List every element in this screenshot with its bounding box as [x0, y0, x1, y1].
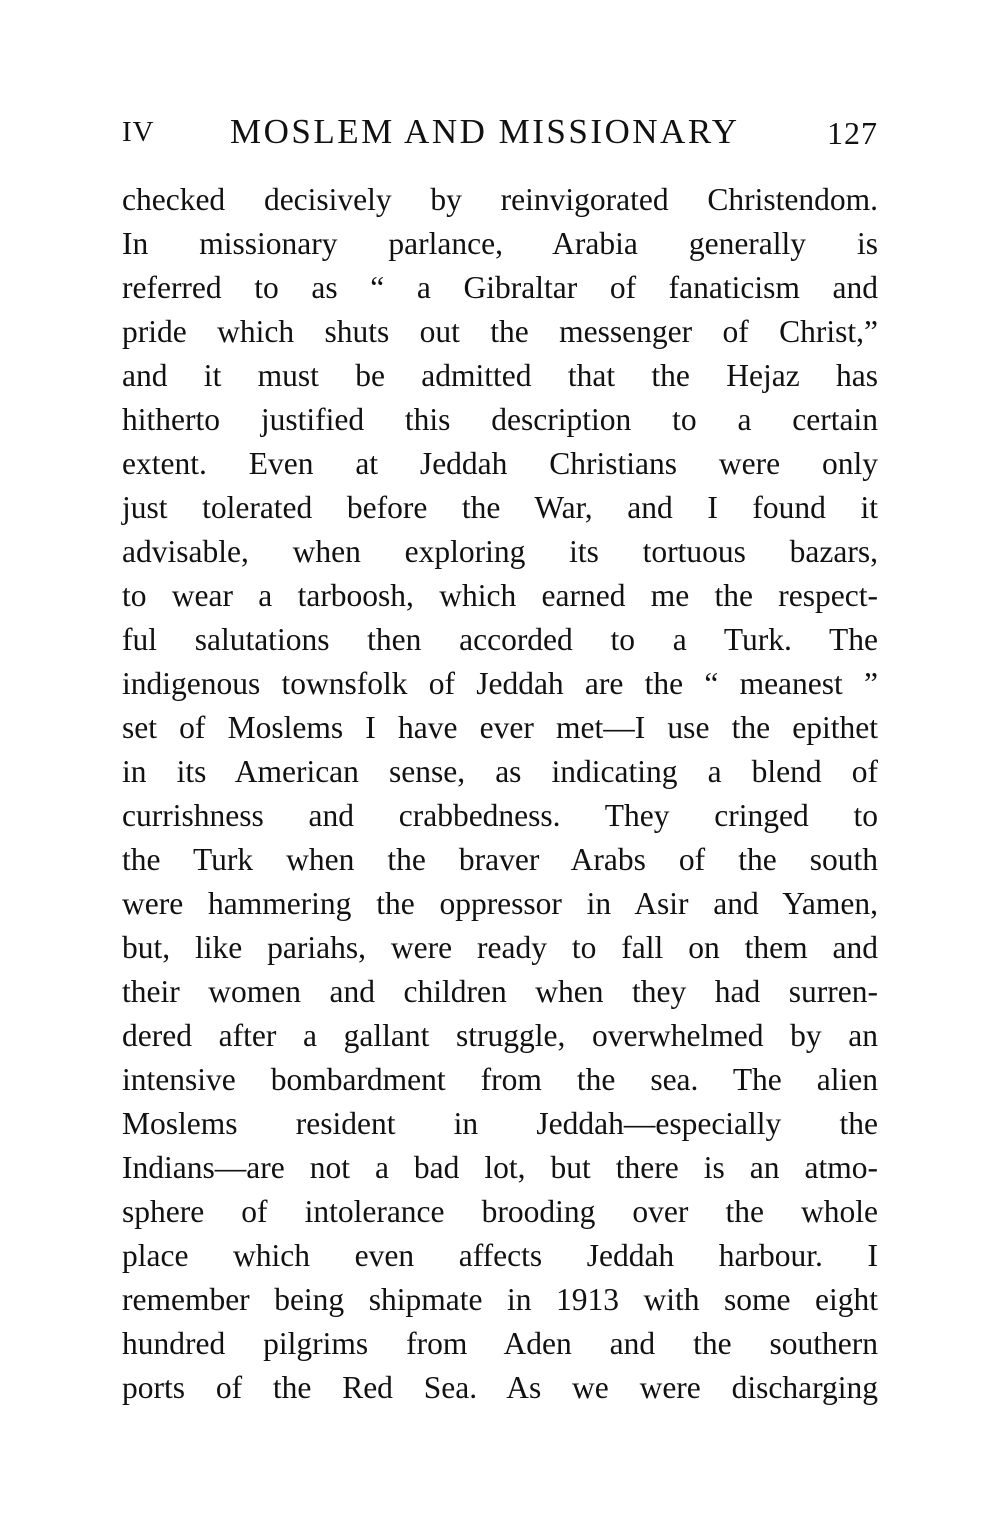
- text-line: in its American sense, as indicating a blend of: [122, 754, 878, 789]
- text-line: intensive bombardment from the sea. The alien: [122, 1062, 878, 1097]
- text-line: referred to as “ a Gibraltar of fanaticism and: [122, 270, 878, 305]
- text-line: hundred pilgrims from Aden and the southern: [122, 1326, 878, 1361]
- text-line: were hammering the oppressor in Asir and Yamen,: [122, 886, 878, 921]
- text-line: Indians—are not a bad lot, but there is an atmo-: [122, 1150, 878, 1185]
- text-line: advisable, when exploring its tortuous bazars,: [122, 534, 878, 569]
- text-line: indigenous townsfolk of Jeddah are the “ meanest ”: [122, 666, 878, 701]
- text-line: remember being shipmate in 1913 with some eight: [122, 1282, 878, 1317]
- text-line: to wear a tarboosh, which earned me the respect-: [122, 578, 878, 613]
- running-title: MOSLEM AND MISSIONARY: [230, 112, 740, 151]
- text-line: ful salutations then accorded to a Turk. The: [122, 622, 878, 657]
- body-text: [122, 178, 878, 1410]
- page-number: 127: [827, 115, 878, 151]
- text-line: pride which shuts out the messenger of Christ,”: [122, 314, 878, 349]
- chapter-number: IV: [122, 116, 155, 148]
- text-line: their women and children when they had surren-: [122, 974, 878, 1009]
- text-line: checked decisively by reinvigorated Christendom.: [122, 182, 878, 217]
- text-line: set of Moslems I have ever met—I use the epithet: [122, 710, 878, 745]
- text-line: place which even affects Jeddah harbour. I: [122, 1238, 878, 1273]
- text-line: and it must be admitted that the Hejaz has: [122, 358, 878, 393]
- text-line: but, like pariahs, were ready to fall on them and: [122, 930, 878, 965]
- text-line: extent. Even at Jeddah Christians were only: [122, 446, 878, 481]
- text-line: sphere of intolerance brooding over the whole: [122, 1194, 878, 1229]
- text-line: just tolerated before the War, and I found it: [122, 490, 878, 525]
- text-line: currishness and crabbedness. They cringed to: [122, 798, 878, 833]
- text-line: In missionary parlance, Arabia generally is: [122, 226, 878, 261]
- running-head: [122, 112, 878, 158]
- text-line: hitherto justified this description to a certain: [122, 402, 878, 437]
- text-line: the Turk when the braver Arabs of the south: [122, 842, 878, 877]
- text-line: Moslems resident in Jeddah—especially the: [122, 1106, 878, 1141]
- text-line: dered after a gallant struggle, overwhelmed by an: [122, 1018, 878, 1053]
- text-line: ports of the Red Sea. As we were discharging: [122, 1370, 878, 1405]
